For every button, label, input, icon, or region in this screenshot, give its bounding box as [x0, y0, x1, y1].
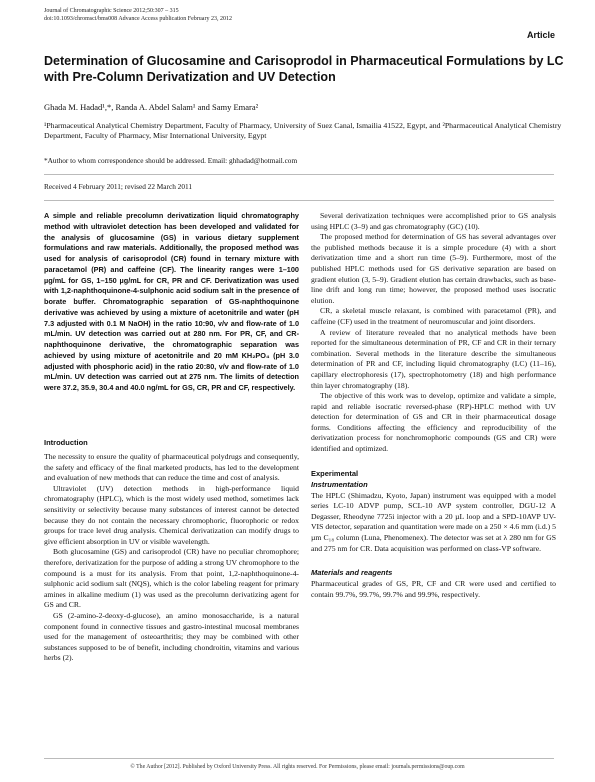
paper-title: Determination of Glucosamine and Carisoprodol in Pharmaceutical Formulations by LC with Pre-Column Derivatization and UV Detection: [44, 54, 564, 84]
footer-divider: [44, 758, 554, 759]
paragraph: The proposed method for determination of GS has several advantages over the published methods because it is a simple procedure (4) with a short derivatization time and a short run time (5–9). Furthermore, most of the published HPLC methods used for GS derivative separation are based on gradient elution (3, 5–9). Gradient elution has certain drawbacks, such as base-line drift and long run time; however, the proposed method uses isocratic elution.: [311, 232, 556, 305]
paragraph: Several derivatization techniques were accomplished prior to GS analysis using HPLC (3–9) and gas chromatography (GC) (10).: [311, 211, 556, 231]
left-column: [44, 438, 299, 664]
paragraph: CR, a skeletal muscle relaxant, is combined with paracetamol (PR), and caffeine (CF) used in the treatment of neuromuscular and joint disorders.: [311, 306, 556, 326]
subsection-heading-instrumentation: Instrumentation: [311, 479, 368, 489]
divider: [44, 174, 554, 175]
correspondence-note: *Author to whom correspondence should be addressed. Email: ghhadad@hotmail.com: [44, 156, 298, 165]
paragraph: A review of literature revealed that no analytical methods have been reported for the simultaneous determination of PR, CF and CR in their ternary combination. Several methods in the literature describe the simultaneous determination of PR and CF, including liquid chromatography (LC) (11–16), capillary electrophoresis (17), spectrophotometry (18) and high performance thin layer chromatography (18).: [311, 327, 556, 390]
author-list: Ghada M. Hadad¹,*, Randa A. Abdel Salam¹ and Samy Emara²: [44, 102, 259, 112]
section-heading-experimental: Experimental: [311, 468, 359, 478]
paragraph: The objective of this work was to develop, optimize and validate a simple, rapid and reliable isocratic reversed-phase (RP)-HPLC method with UV detection for determination of GS and CR in their pharmaceutical dosage forms. Conditions affecting the efficiency and reproducibility of the derivatization process for nonchromophoric compounds (GS and CR) were identified and optimized.: [311, 391, 556, 454]
affiliations: ¹Pharmaceutical Analytical Chemistry Department, Faculty of Pharmacy, University of Suez Canal, Ismailia 41522, Egypt, and ²Pharmaceutical Analytical Chemistry Department, Faculty of Pharmacy, Misr International University, Egypt: [44, 121, 562, 140]
paragraph: The necessity to ensure the quality of pharmaceutical polydrugs and consequently, the safety and efficacy of the final marketed products, has led to the development and evaluation of new methods that can reduce the time and cost of analysis.: [44, 452, 299, 483]
section-heading-introduction: Introduction: [44, 438, 88, 447]
abstract: A simple and reliable precolumn derivatization liquid chromatography method with ultraviolet detection has been developed and validated for the analysis of glucosamine (GS) in various dietary supplement formulations and raw materials. Additionally, the proposed method was used for analysis of carisoprodol (CR) found in ternary mixture with paracetamol (PR) and caffeine (CF). The linearity ranges were 1–100 µg/mL for GS, 1–150 µg/mL for CR, PR and CF. Derivatization was used with 1,2-naphthoquinone-4-sulphonic acid sodium salt in the presence of borate buffer. Chromatographic separation of GS-naphthoquinone derivative was achieved by using a mixture of acetonitrile and water (pH 7.3 adjusted with 0.1 M NaOH) in the ratio 10:90, v/v and flow-rate of 1.0 mL/min. UV detection was carried out at 280 nm. For PR, CF, and CR-naphthoquinone derivative, the chromatographic separation was achieved by using mixture of acetonitrile and 20 mM KH₂PO₄ (pH 3.0 adjusted with phosphoric acid) in the ratio 20:80, v/v and flow-rate of 1.0 mL/min. UV detection was carried out at 275 nm. The limits of detection were 37.2, 35.9, 30.4 and 40.0 ng/mL for GS, CR, PR and CF, respectively.: [44, 211, 299, 392]
article-type-label: Article: [526, 30, 555, 40]
journal-citation: Journal of Chromatographic Science 2012;50:307 – 315: [44, 8, 179, 14]
divider: [44, 200, 554, 201]
paragraph: Ultraviolet (UV) detection methods in high-performance liquid chromatography (HPLC), which is the most widely used method, sometimes lack sensitivity or selectivity because many substances of interest cannot be detected because they do not contain the necessary chromophoric, fluorophoric or redox groups for trace level drug analysis. Chemical derivatization can modify drugs to give efficient absorption in UV or visible wavelength.: [44, 483, 299, 546]
paragraph: The HPLC (Shimadzu, Kyoto, Japan) instrument was equipped with a model series LC-10 ADVP pump, SCL-10 AVP system controller, DGU-12 A Degasser, Rheodyne 7725i injector with a 20 µL loop and a SPD-10AVP UV-VIS detector, separation and quantitation were made on a 250 × 4.6 mm (i.d.) 5 µm C₁₈ column (Luna, Phenomenex). The detector was set at λ 280 nm for GS and 275 nm for CR. Data acquisition was performed on class-VP software.: [311, 490, 556, 553]
copyright-footer: © The Author [2012]. Published by Oxford University Press. All rights reserved. For Permissions, please email: journals.permissions@oup.com: [130, 764, 465, 770]
paragraph: Pharmaceutical grades of GS, PR, CF and CR were used and certified to contain 99.7%, 99.7%, 99.7% and 99.9%, respectively.: [311, 579, 556, 599]
right-column: [311, 211, 556, 600]
paragraph: Both glucosamine (GS) and carisoprodol (CR) have no peculiar chromophore; therefore, derivatization for the purpose of adding a strong UV chromophore to the compound is a must for its analysis. From that point, 1,2-naphthoquinone-4-sulphonic acid sodium salt (NQS), which is the color labeling reagent for primary amines in alkaline medium (1) was used as the precolumn derivatizing agent for GS and CR.: [44, 547, 299, 610]
paragraph: GS (2-amino-2-deoxy-d-glucose), an amino monosaccharide, is a natural component found in connective tissues and gastro-intestinal mucosal membranes used for the management of osteoarthritis; they may be combined with other substances supposed to be of benefit, including chondroitin, vitamins and various herbs (2).: [44, 610, 299, 663]
doi-line: doi:10.1093/chromsci/bms008 Advance Access publication February 23, 2012: [44, 15, 232, 22]
journal-header: [44, 8, 344, 23]
received-dates: Received 4 February 2011; revised 22 March 2011: [44, 182, 192, 191]
subsection-heading-materials: Materials and reagents: [311, 568, 393, 578]
